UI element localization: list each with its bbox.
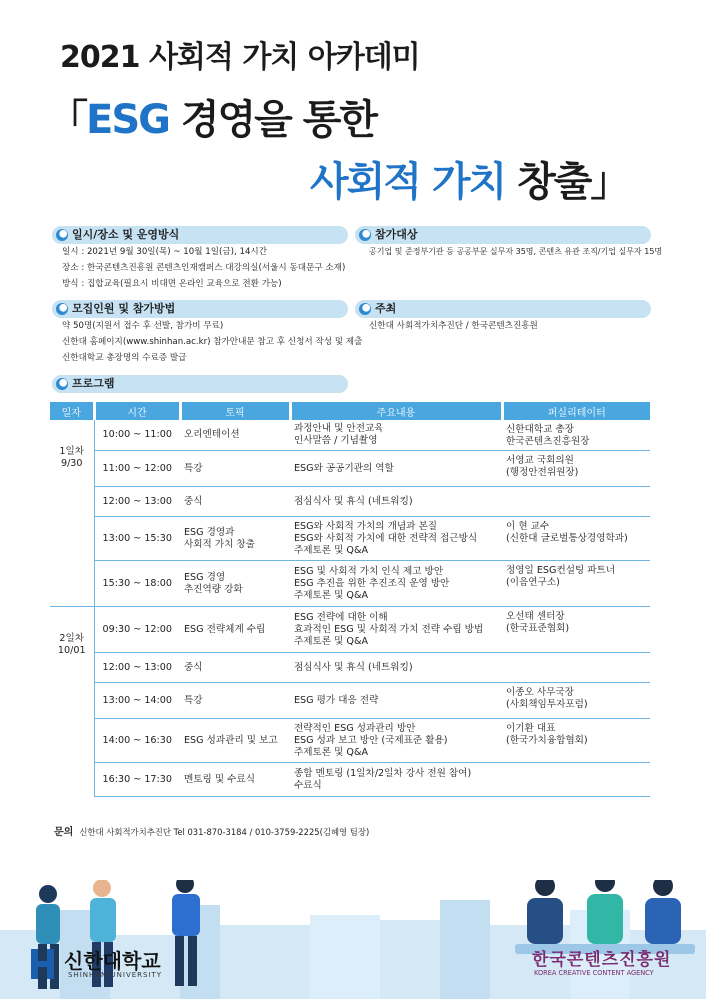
content-text: 점심식사 및 휴식 (네트워킹) [294, 495, 413, 507]
cell-facilitator [502, 719, 650, 763]
time-text: 13:00 ~ 14:00 [102, 694, 172, 706]
cell-facilitator [502, 487, 650, 517]
host-heading-text: 주최 [375, 302, 397, 315]
content-text: 주제토론 및 Q&A [294, 635, 369, 647]
bullet-circle-icon [56, 378, 68, 390]
content-text: 수료식 [294, 779, 322, 791]
contact-text: 신한대 사회적가치추진단 Tel 031-870-3184 / 010-3759-2225(김혜영 팀장) [79, 827, 370, 837]
cell-content [290, 487, 502, 517]
topic-text: 중식 [184, 661, 203, 673]
facilitator-text: (행정안전위원장) [506, 467, 579, 478]
cell-facilitator [502, 683, 650, 719]
contact-label: 문의 [54, 827, 74, 838]
cell-time [94, 517, 180, 561]
cell-content [290, 451, 502, 487]
content-text: 종합 멘토링 (1일차/2일차 강사 전원 참여) [294, 767, 472, 779]
facilitator-text: 오선태 센터장 [506, 611, 565, 622]
facilitator-text: (사회책임투자포럼) [506, 699, 588, 710]
program-table [50, 402, 650, 797]
cell-topic [180, 763, 290, 797]
title-line2-rest: 경영을 통한 [168, 97, 377, 143]
target-line: 공기업 및 준정부기관 등 공공부문 실무자 35명, 콘텐츠 유관 조직/기업 실무자 15명 [369, 247, 663, 256]
cell-topic [180, 561, 290, 607]
topic-text: 추진역량 강화 [184, 583, 243, 595]
time-text: 14:00 ~ 16:30 [102, 734, 172, 746]
header-day: 일자 [50, 402, 94, 420]
cell-time [94, 451, 180, 487]
cell-content [290, 719, 502, 763]
people-left-illustration [10, 880, 220, 999]
cell-content [290, 517, 502, 561]
table-header-row [50, 402, 650, 420]
program-table-body [50, 420, 650, 797]
host-heading [355, 300, 651, 318]
kocca-logo-en: KOREA CREATIVE CONTENT AGENCY [534, 969, 654, 977]
content-text: ESG 및 사회적 가치 인식 제고 방안 [294, 565, 444, 577]
content-text: ESG 전략에 대한 이해 [294, 611, 388, 623]
facilitator-text: 한국콘텐츠진흥원장 [506, 436, 590, 447]
target-heading-text: 참가대상 [375, 228, 418, 241]
table-row [50, 719, 650, 763]
title-line3 [310, 150, 628, 207]
host-info [369, 318, 538, 334]
time-text: 12:00 ~ 13:00 [102, 495, 172, 507]
program-heading-text: 프로그램 [72, 377, 115, 390]
recruit-line-count: 약 50명(지원서 접수 후 선발, 참가비 무료) [62, 321, 224, 331]
cell-time [94, 420, 180, 451]
cell-content [290, 420, 502, 451]
topic-text: ESG 전략체계 수립 [184, 623, 266, 635]
bullet-circle-icon [56, 303, 68, 315]
bullet-circle-icon [359, 303, 371, 315]
facilitator-text: (이음연구소) [506, 577, 560, 588]
title-line2 [48, 88, 376, 145]
day-label: 1일차 [59, 446, 85, 457]
time-text: 16:30 ~ 17:30 [102, 773, 172, 785]
cell-topic [180, 451, 290, 487]
table-row [50, 653, 650, 683]
title-line1: 2021 사회적 가치 아카데미 [60, 40, 420, 75]
content-text: 전략적인 ESG 성과관리 방안 [294, 722, 416, 734]
cell-time [94, 487, 180, 517]
topic-text: ESG 경영과 [184, 526, 235, 538]
topic-text: 특강 [184, 694, 203, 706]
day1-cell [50, 420, 94, 607]
bullet-circle-icon [359, 229, 371, 241]
cell-content [290, 683, 502, 719]
content-text: 주제토론 및 Q&A [294, 746, 369, 758]
table-row [50, 487, 650, 517]
schedule-line-date: 일시 : 2021년 9월 30일(목) ~ 10월 1일(금), 14시간 [62, 247, 268, 257]
title-line3-blue: 사회적 가치 [310, 159, 506, 205]
people-right-illustration [505, 880, 705, 999]
facilitator-text: 이기환 대표 [506, 723, 556, 734]
time-text: 15:30 ~ 18:00 [102, 577, 172, 589]
content-text: 효과적인 ESG 및 사회적 가치 전략 수립 방법 [294, 623, 484, 635]
content-text: ESG와 사회적 가치의 개념과 본질 [294, 520, 437, 532]
schedule-info [62, 244, 345, 292]
cell-facilitator [502, 517, 650, 561]
table-row [50, 607, 650, 653]
cell-facilitator [502, 763, 650, 797]
header-time: 시간 [94, 402, 180, 420]
close-bracket: 」 [590, 159, 629, 205]
day2-cell [50, 607, 94, 797]
time-text: 11:00 ~ 12:00 [102, 462, 172, 474]
cell-content [290, 607, 502, 653]
schedule-heading-text: 일시/장소 및 운영방식 [72, 228, 180, 241]
recruit-info [62, 318, 362, 366]
recruit-line-cert: 신한대학교 총장명의 수료증 발급 [62, 353, 187, 363]
topic-text: 중식 [184, 495, 203, 507]
contact [54, 823, 369, 838]
cell-time [94, 719, 180, 763]
schedule-line-place: 장소 : 한국콘텐츠진흥원 콘텐츠인재캠퍼스 대강의실(서울시 동대문구 소재) [62, 263, 346, 273]
content-text: 과정안내 및 안전교육 [294, 423, 384, 434]
cell-content [290, 653, 502, 683]
content-text: 점심식사 및 휴식 (네트워킹) [294, 661, 413, 673]
kocca-logo-kr: 한국콘텐츠진흥원 [532, 950, 672, 970]
cell-facilitator [502, 420, 650, 451]
recruit-heading-text: 모집인원 및 참가방법 [72, 302, 176, 315]
cell-time [94, 763, 180, 797]
host-line: 신한대 사회적가치추진단 / 한국콘텐츠진흥원 [369, 321, 538, 331]
table-row [50, 420, 650, 451]
time-text: 13:00 ~ 15:30 [102, 532, 172, 544]
content-text: ESG와 공공기관의 역할 [294, 462, 394, 474]
cell-time [94, 653, 180, 683]
target-info [369, 244, 662, 260]
time-text: 12:00 ~ 13:00 [102, 661, 172, 673]
cell-content [290, 763, 502, 797]
table-row [50, 561, 650, 607]
day-label: 2일차 [59, 633, 85, 644]
cell-facilitator [502, 561, 650, 607]
content-text: 인사말씀 / 기념촬영 [294, 435, 378, 446]
schedule-heading [52, 226, 348, 244]
cell-topic [180, 653, 290, 683]
cell-topic [180, 517, 290, 561]
shinhan-logo-en: SHINHAN UNIVERSITY [68, 971, 163, 979]
cell-topic [180, 420, 290, 451]
content-text: ESG와 사회적 가치에 대한 전략적 접근방식 [294, 532, 478, 544]
open-bracket: 「 [48, 97, 86, 143]
cell-time [94, 561, 180, 607]
schedule-line-method: 방식 : 집합교육(필요시 비대면 온라인 교육으로 전환 가능) [62, 279, 282, 289]
topic-text: 오리엔테이션 [184, 429, 240, 440]
content-text: 주제토론 및 Q&A [294, 544, 369, 556]
topic-text: ESG 성과관리 및 보고 [184, 734, 278, 746]
content-text: 주제토론 및 Q&A [294, 589, 369, 601]
cell-time [94, 683, 180, 719]
content-text: ESG 성과 보고 방안 (국제표준 활용) [294, 734, 448, 746]
title-esg: ESG [86, 97, 169, 143]
cell-facilitator [502, 653, 650, 683]
cell-topic [180, 487, 290, 517]
header-content: 주요내용 [290, 402, 502, 420]
facilitator-text: (한국표준협회) [506, 623, 570, 634]
topic-text: ESG 경영 [184, 571, 226, 583]
time-text: 10:00 ~ 11:00 [102, 429, 172, 440]
facilitator-text: 정영일 ESG컨설팅 파트너 [506, 565, 616, 576]
program-heading [52, 375, 348, 393]
table-row [50, 763, 650, 797]
content-text: ESG 평가 대응 전략 [294, 694, 379, 706]
day-date: 9/30 [60, 458, 83, 469]
facilitator-text: 이 현 교수 [506, 521, 550, 532]
facilitator-text: 서영교 국회의원 [506, 455, 574, 466]
topic-text: 사회적 가치 창출 [184, 538, 255, 550]
target-heading [355, 226, 651, 244]
bullet-circle-icon [56, 229, 68, 241]
header-facilitator: 퍼실리테이터 [502, 402, 650, 420]
footer-skyline-illustration [0, 880, 706, 999]
day-date: 10/01 [57, 645, 86, 656]
shinhan-emblem-icon [28, 947, 58, 981]
time-text: 09:30 ~ 12:00 [102, 623, 172, 635]
recruit-line-apply: 신한대 홈페이지(www.shinhan.ac.kr) 참가안내문 참고 후 신청서 작성 및 제출 [62, 337, 363, 347]
table-row [50, 517, 650, 561]
header-topic: 토픽 [180, 402, 290, 420]
cell-topic [180, 683, 290, 719]
table-row [50, 683, 650, 719]
table-row [50, 451, 650, 487]
cell-content [290, 561, 502, 607]
cell-topic [180, 719, 290, 763]
topic-text: 멘토링 및 수료식 [184, 773, 255, 785]
cell-facilitator [502, 607, 650, 653]
facilitator-text: (한국가치융합협회) [506, 735, 588, 746]
shinhan-logo-kr: 신한대학교 [64, 949, 161, 973]
cell-topic [180, 607, 290, 653]
content-text: ESG 추진을 위한 추진조직 운영 방안 [294, 577, 450, 589]
topic-text: 특강 [184, 462, 203, 474]
cell-facilitator [502, 451, 650, 487]
cell-time [94, 607, 180, 653]
facilitator-text: 신한대학교 총장 [506, 424, 574, 435]
facilitator-text: 이종오 사무국장 [506, 687, 574, 698]
recruit-heading [52, 300, 348, 318]
title-line3-rest: 창출 [505, 159, 591, 205]
facilitator-text: (신한대 글로벌통상경영학과) [506, 533, 628, 544]
